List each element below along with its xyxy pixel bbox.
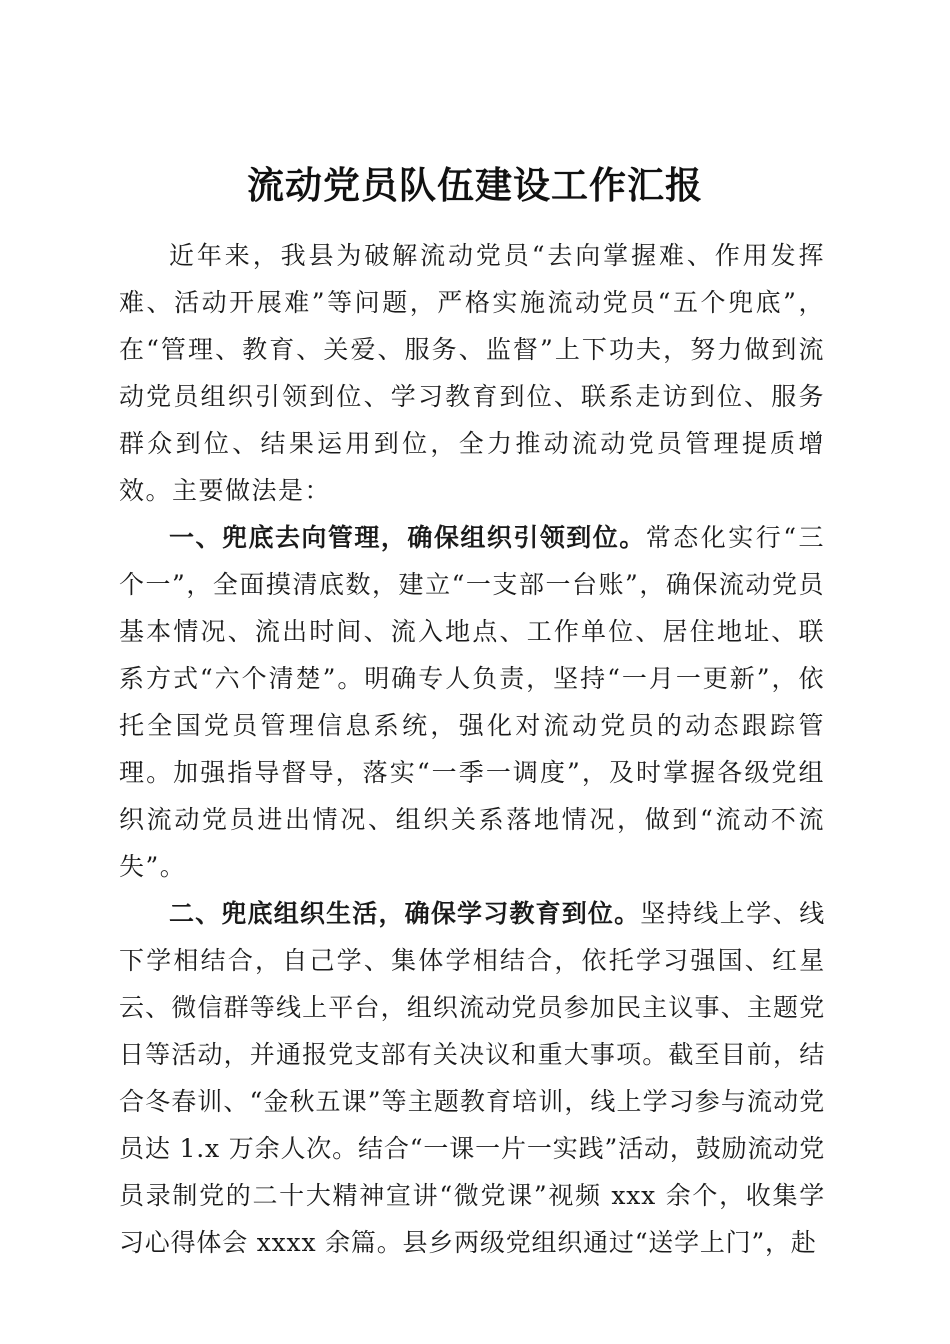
section-1-paragraph	[119, 514, 825, 890]
section-1-text: 常态化实行“三个一”，全面摸清底数，建立“一支部一台账”，确保流动党员基本情况、流出时间、流入地点、工作单位、居住地址、联系方式“六个清楚”。明确专人负责，坚持“一月一更新”，依托全国党员管理信息系统，强化对流动党员的动态跟踪管理。加强指导督导，落实“一季一调度”，及时掌握各级党组织流动党员进出情况、组织关系落地情况，做到“流动不流失”。	[119, 523, 825, 881]
document-title: 流动党员队伍建设工作汇报	[247, 162, 703, 207]
section-2-text: 坚持线上学、线下学相结合，自己学、集体学相结合，依托学习强国、红星云、微信群等线上平台，组织流动党员参加民主议事、主题党日等活动，并通报党支部有关决议和重大事项。截至目前，结合冬春训、“金秋五课”等主题教育培训，线上学习参与流动党员达 1.x 万余人次。结合“一课一片一实践”活动，鼓励流动党员录制党的二十大精神宣讲“微党课”视频 xxx 余个，收集学习心得体会 xxxx 余篇。县乡两级党组织通过“送学上门”，赴	[119, 899, 825, 1257]
document-body	[119, 232, 825, 1266]
section-1-heading: 一、兜底去向管理，确保组织引领到位。	[169, 523, 646, 552]
section-2-paragraph	[119, 890, 825, 1266]
intro-paragraph: 近年来，我县为破解流动党员“去向掌握难、作用发挥难、活动开展难”等问题，严格实施流动党员“五个兜底”，在“管理、教育、关爱、服务、监督”上下功夫，努力做到流动党员组织引领到位、学习教育到位、联系走访到位、服务群众到位、结果运用到位，全力推动流动党员管理提质增效。主要做法是：	[119, 241, 825, 505]
section-2-heading: 二、兜底组织生活，确保学习教育到位。	[169, 899, 641, 928]
